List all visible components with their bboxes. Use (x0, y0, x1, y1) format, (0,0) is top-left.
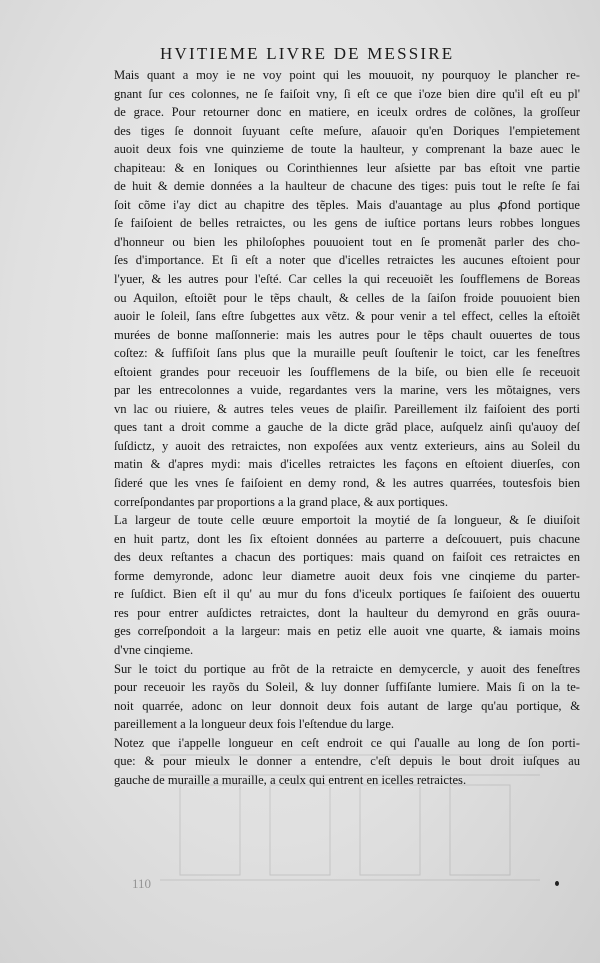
text-line: des deux reſtantes a chacun des portiques: mais quand on faiſoit ces retraictes en (114, 550, 580, 565)
text-line: ſes d'importance. Et ſi eſt a noter que d'icelles retraictes les aucunes eſtoient pour (114, 253, 580, 268)
text-line: ſideré que les vnes ſe faiſoient en demy rond, & les autres quarrées, toutesfois bien (114, 476, 580, 491)
text-line: Sur le toict du portique au frõt de la retraicte en demycercle, y auoit des feneſtres (114, 661, 580, 676)
text-line: en huit partz, dont les ſix eſtoient données au parterre a deſcouuert, puis chacune (114, 531, 580, 546)
text-line: Notez que i'appelle longueur en ceſt endroit ce qui ſ'aualle au long de ſon porti- (114, 735, 580, 750)
text-line: vn lac ou riuiere, & autres teles veues de plaiſir. Pareillement ilz faiſoient des porti (114, 401, 580, 416)
text-line: par les entrecolonnes a vuide, regardantes vers la marine, vers les mõtaignes, vers (114, 383, 580, 398)
folio-number: 110 (132, 876, 152, 891)
text-line: gnant ſur ces colonnes, ne ſe faiſoit vny, ſi eſt ce que i'oze bien dire qu'il eſt eu pl' (114, 86, 580, 101)
text-line: coſtez: & ſuffiſoit ſans plus que la muraille peuſt ſouſtenir le toict, car les feneſtres (114, 346, 580, 361)
text-line: murées de bonne maſſonnerie: mais les autres pour le tẽps chault ouuertes de tous (114, 327, 580, 342)
text-line: re ſuſdict. Bien eſt il qu' au mur du fons d'iceulx portiques ſe faiſoient des ouuertu (114, 587, 580, 602)
text-line: d'honneur ou bien les philoſophes pouuoient tout en ſe promenãt parler des cho- (114, 234, 580, 249)
text-line: ou Aquilon, eſtoiẽt pour le tẽps chault, & celles de la ſaiſon froide pouuoient bien (114, 290, 580, 305)
text-line: noit quarrée, adonc on leur donnoit deux fois autant de large qu'au portique, & (114, 698, 580, 713)
text-line: que: & pour mieulx le donner a entendre, c'eſt depuis le bout droit iuſques au (114, 754, 580, 769)
text-line: forme demyronde, adonc leur diametre auoit deux fois vne cinqieme du parter- (114, 568, 580, 583)
text-line: La largeur de toute celle œuure emportoit la moytié de ſa longueur, & ſe diuiſoit (114, 513, 580, 528)
text-line: ſoit cõme i'ay dict au chapitre des tẽples. Mais d'auantage au plus ꝓfond portique (114, 197, 580, 212)
text-line: des tiges ſe donnoit ſuyuant ceſte meſure, aſauoir qu'en Doriques l'empietement (114, 123, 580, 138)
text-line: eſtoient grandes pour receuoir les ſoufflemens de la biſe, ou bien elle ſe receuoit (114, 364, 580, 379)
text-line: de huit & demie données a la haulteur de chacune des tiges: puis tout le reſte ſe fai (114, 179, 580, 194)
text-line: pour receuoir les rayõs du Soleil, & luy donner ſuffiſante lumiere. Mais ſi on la te- (114, 680, 580, 695)
text-line: ges correſpondoit a la largeur: mais en petiz elle auoit vne quarte, & iamais moins (114, 624, 580, 639)
text-line: Mais quant a moy ie ne voy point qui les mouuoit, ny pourquoy le plancher re- (114, 68, 580, 82)
text-line: ques tant a droit comme a gauche de la dicte grãd place, auſquelz ainſi qu'auoy deſ (114, 420, 580, 435)
ink-spot (555, 881, 559, 886)
bleed-through-engraving (150, 745, 550, 895)
running-header: HVITIEME LIVRE DE MESSIRE (160, 44, 455, 63)
text-line: de grace. Pour retourner donc en matiere, en iceulx ordres de colõnes, la groſſeur (114, 105, 580, 120)
text-line: chapiteau: & en Ioniques ou Corinthiennes leur aſsiette par bas eſtoit vne partie (114, 160, 580, 175)
text-line: ſuſdictz, y auoit des retraictes, non expoſées aux ventz exterieurs, ains au Soleil du (114, 438, 580, 453)
text-line: pareillement a la longueur deux fois l'eſtendue du large. (114, 717, 395, 732)
text-line: matin & d'apres mydi: mais d'icelles retraictes les façons en eſtoient diuerſes, con (114, 457, 580, 472)
text-line: auoit deux fois vne quinzieme de toute la haulteur, y comprenant la baze auec le (114, 142, 580, 157)
text-line: gauche de muraille a muraille, a ceulx qui entrent en icelles retraictes. (114, 772, 467, 787)
text-line: d'vne cinqieme. (114, 642, 194, 657)
text-line: correſpondantes par proportions a la grand place, & aux portiques. (114, 494, 448, 509)
text-line: ſe faiſoient de belles retraictes, ou les gens de iuſtice portans leurs robbes longues (114, 216, 580, 231)
body-text (114, 66, 580, 789)
text-line: res pour entrer auſdictes retraictes, dont la haulteur du demyrond en grãs ouura- (114, 605, 580, 620)
text-line: l'yuer, & les autres pour l'eſté. Car celles la qui receuoiẽt les ſoufflemens de Boreas (114, 272, 580, 287)
text-line: auoir le ſoleil, ſans eſtre ſubgettes aux vẽtz. & pour venir a tel effect, celles la eſtoiẽt (114, 309, 580, 324)
